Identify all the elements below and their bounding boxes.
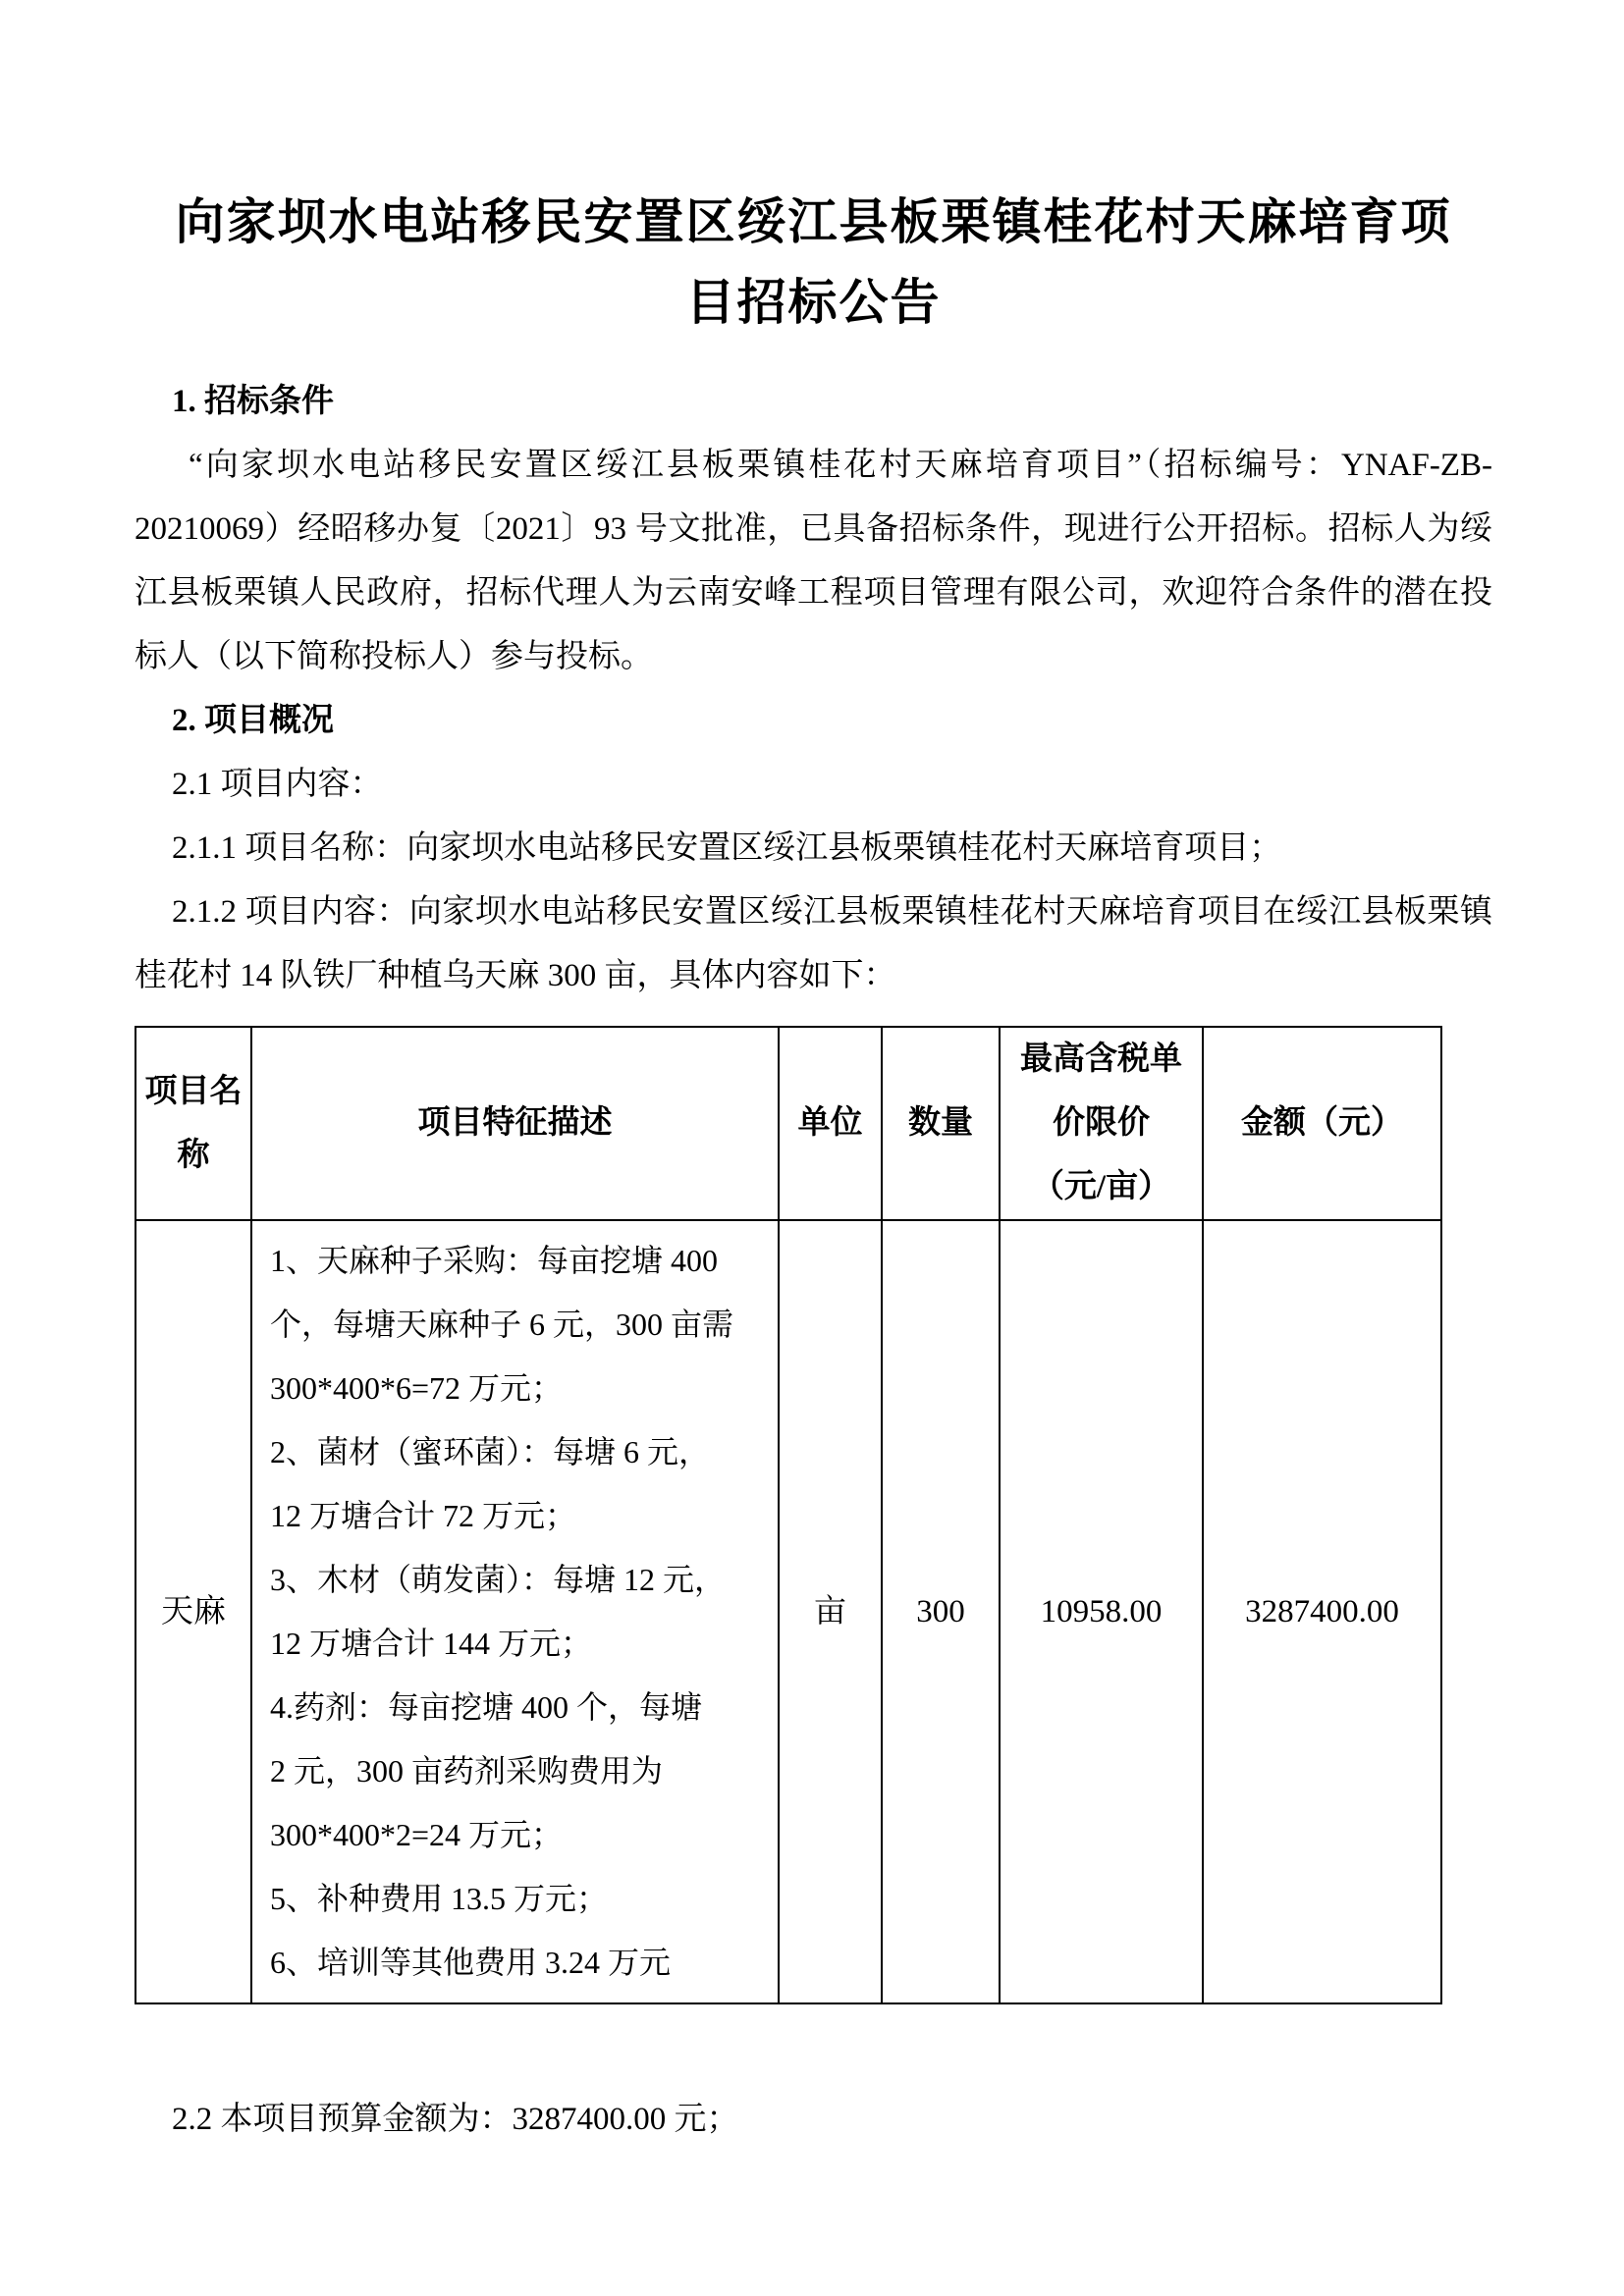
table-row [135, 1220, 1441, 2003]
col-header-amount: 金额（元） [1203, 1027, 1441, 1220]
project-spec-table [135, 1026, 1442, 2004]
item-2-2: 2.2 本项目预算金额为：3287400.00 元； [172, 2102, 739, 2137]
desc-line: 4.药剂：每亩挖塘 400 个，每塘 [270, 1689, 703, 1725]
cell-project-name: 天麻 [135, 1220, 251, 2003]
desc-line: 300*400*6=72 万元； [270, 1370, 564, 1406]
cell-feature-description [251, 1220, 779, 2003]
table-header-row [135, 1027, 1441, 1220]
desc-line: 5、补种费用 13.5 万元； [270, 1881, 609, 1916]
desc-line: 12 万塘合计 144 万元； [270, 1626, 593, 1661]
section-2-heading: 2. 项目概况 [172, 703, 334, 738]
title-line-2: 目招标公告 [685, 275, 942, 330]
desc-line: 2、菌材（蜜环菌）：每塘 6 元， [270, 1434, 711, 1469]
col-header-max-unit-price: 最高含税单价限价（元/亩） [1000, 1027, 1203, 1220]
item-2-1: 2.1 项目内容： [172, 767, 383, 802]
col-header-project-name: 项目名称 [135, 1027, 251, 1220]
desc-line: 个，每塘天麻种子 6 元，300 亩需 [270, 1307, 734, 1342]
desc-line: 3、木材（萌发菌）：每塘 12 元， [270, 1562, 727, 1597]
col-header-feature-description: 项目特征描述 [251, 1027, 779, 1220]
section-1-heading: 1. 招标条件 [172, 384, 334, 419]
desc-line: 12 万塘合计 72 万元； [270, 1498, 577, 1533]
document-title [135, 182, 1492, 343]
cell-max-unit-price: 10958.00 [1000, 1220, 1203, 2003]
item-2-1-2: 2.1.2 项目内容：向家坝水电站移民安置区绥江县板栗镇桂花村天麻培育项目在绥江县板栗镇桂花村 14 队铁厂种植乌天麻 300 亩，具体内容如下： [135, 894, 1492, 993]
cell-amount: 3287400.00 [1203, 1220, 1441, 2003]
col-header-quantity: 数量 [882, 1027, 1000, 1220]
desc-line: 6、培训等其他费用 3.24 万元 [270, 1945, 672, 1980]
cell-quantity: 300 [882, 1220, 1000, 2003]
title-line-1: 向家坝水电站移民安置区绥江县板栗镇桂花村天麻培育项 [175, 194, 1452, 249]
col-header-unit: 单位 [779, 1027, 882, 1220]
desc-line: 2 元，300 亩药剂采购费用为 [270, 1753, 664, 1789]
desc-line: 1、天麻种子采购：每亩挖塘 400 [270, 1243, 719, 1278]
section-1-paragraph: “向家坝水电站移民安置区绥江县板栗镇桂花村天麻培育项目”（招标编号：YNAF-ZB-20210069）经昭移办复〔2021〕93 号文批准，已具备招标条件，现进行公开招标。招标人为绥江县板栗镇人民政府，招标代理人为云南安峰工程项目管理有限公司，欢迎符合条件的潜在投标人（以下简称投标人）参与投标。 [135, 448, 1492, 674]
desc-line: 300*400*2=24 万元； [270, 1817, 564, 1852]
cell-unit: 亩 [779, 1220, 882, 2003]
item-2-1-1: 2.1.1 项目名称：向家坝水电站移民安置区绥江县板栗镇桂花村天麻培育项目； [172, 830, 1282, 866]
